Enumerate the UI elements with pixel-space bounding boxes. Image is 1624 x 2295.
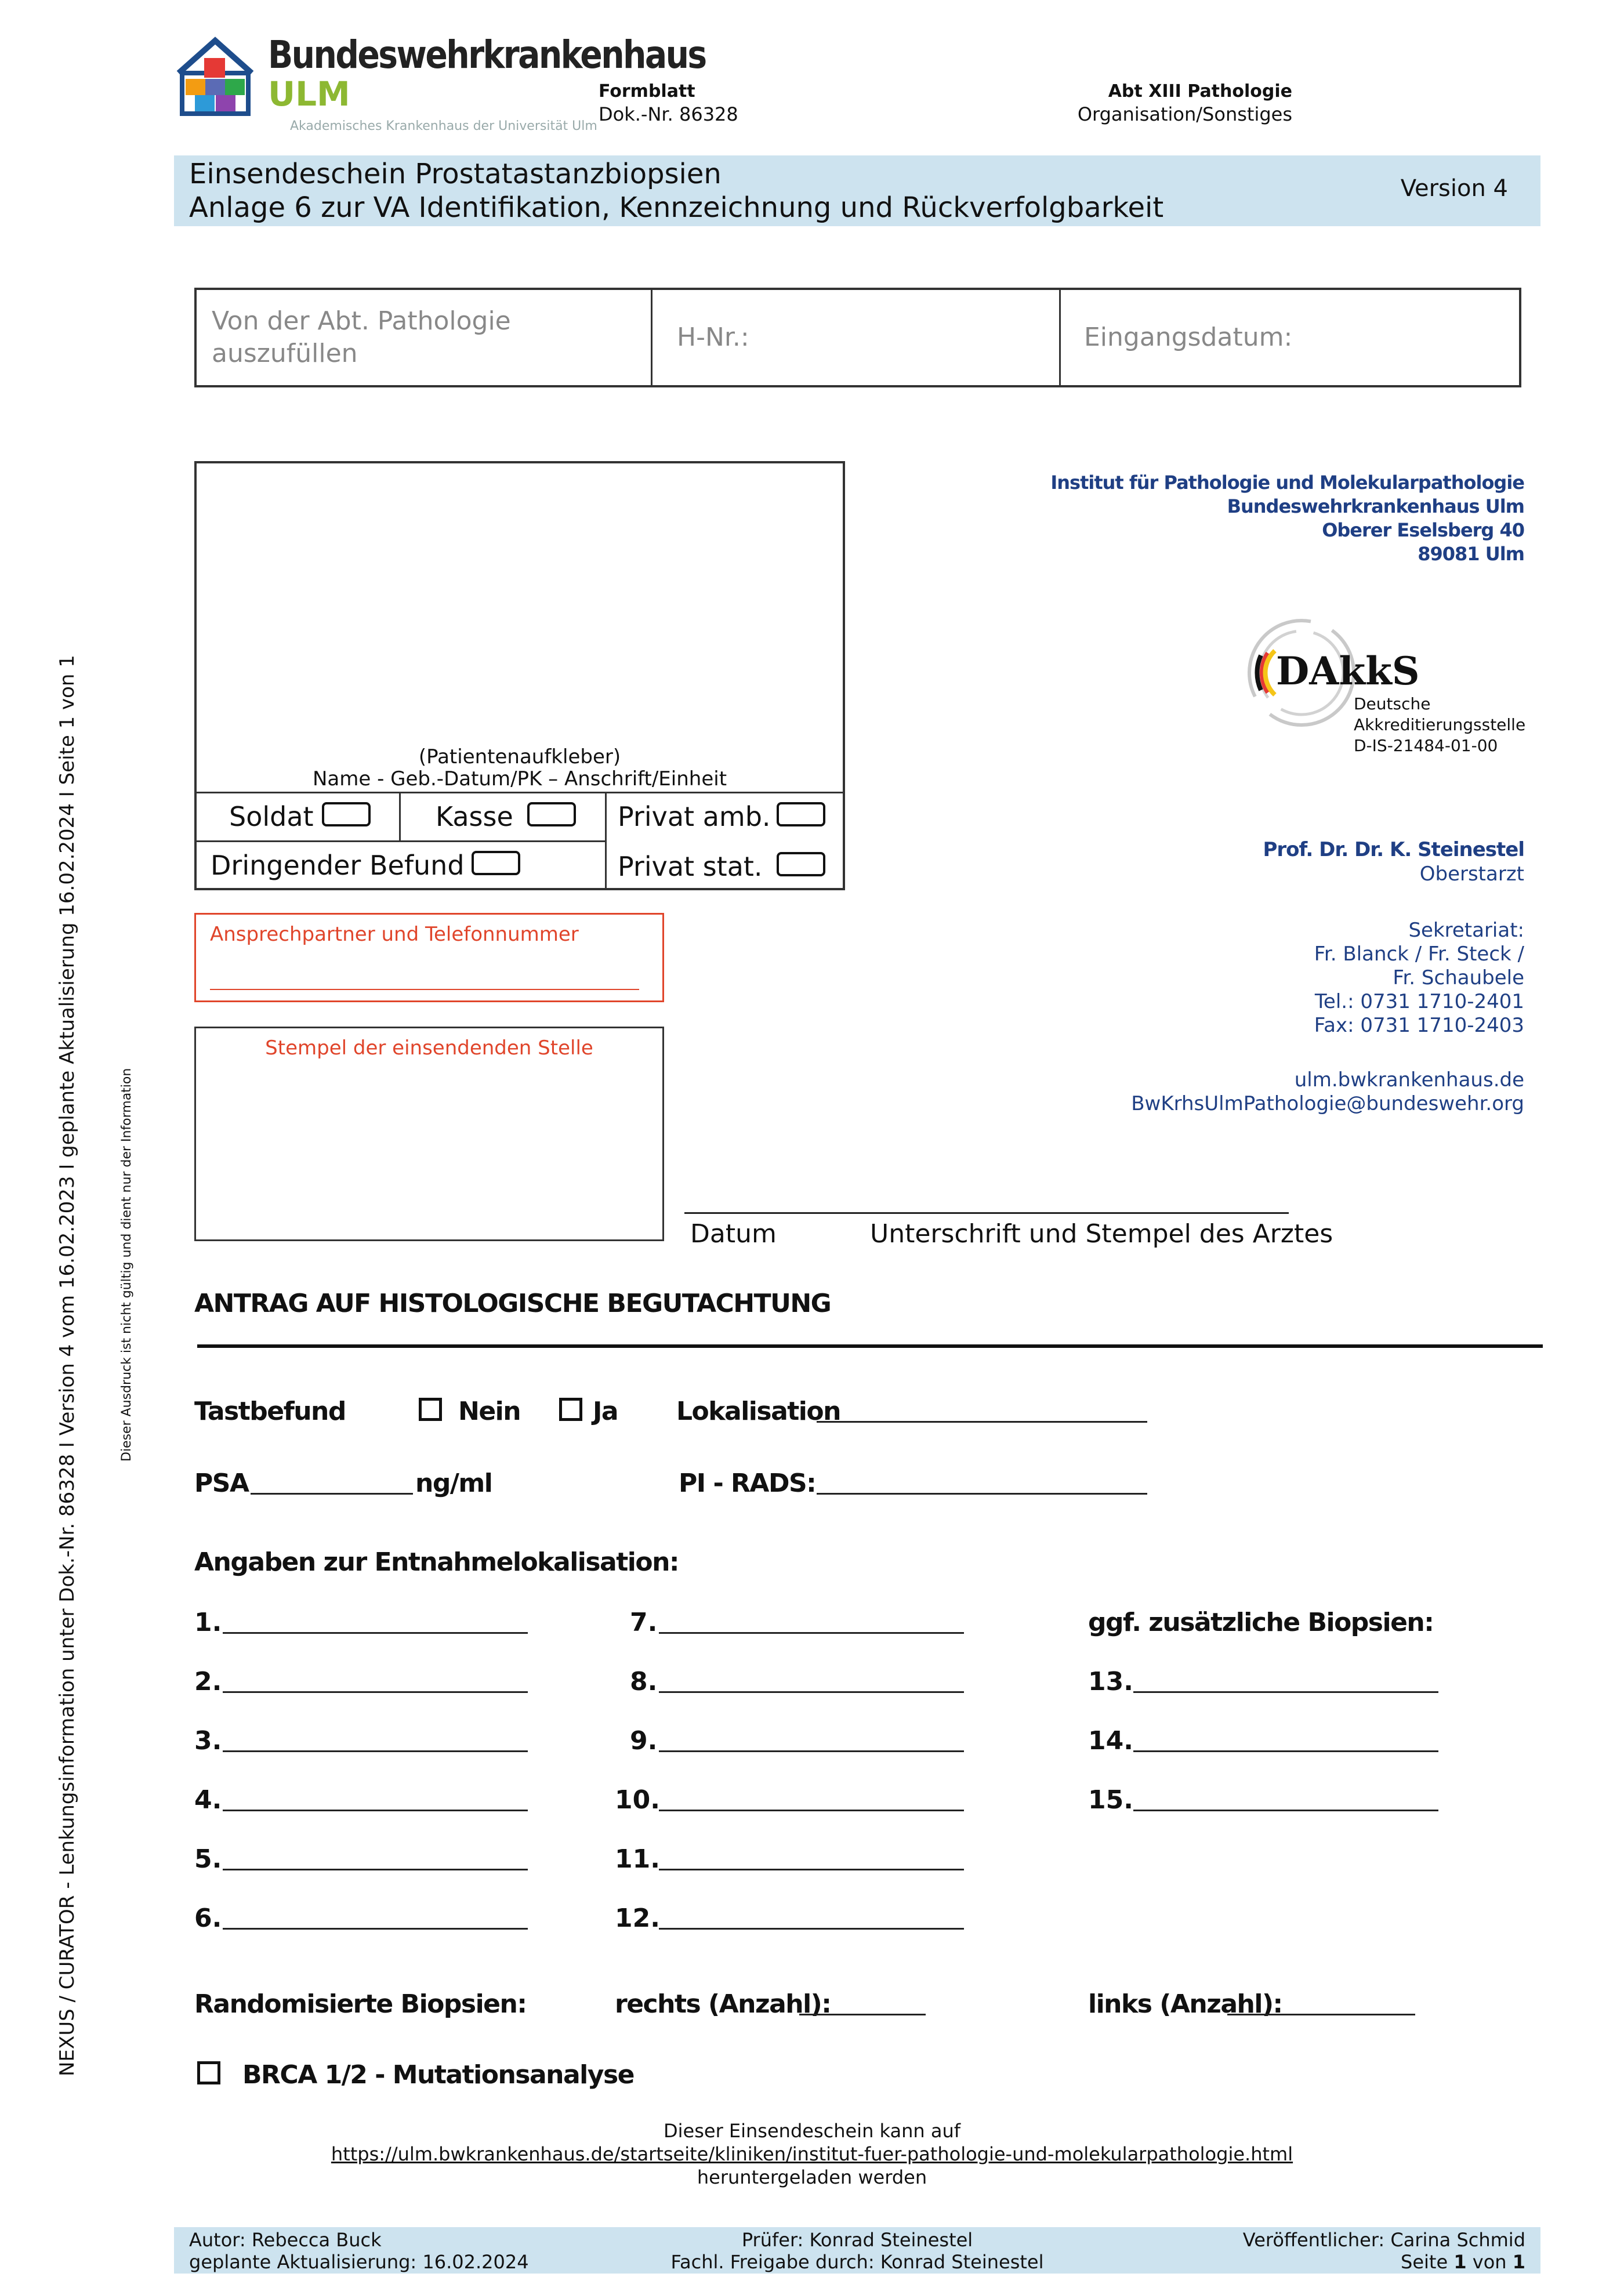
formblatt-label: Formblatt xyxy=(599,81,695,101)
side-validity-note: Dieser Ausdruck ist nicht gültig und dient nur der Information xyxy=(119,1068,134,1462)
patient-sticker-sublabel: Name - Geb.-Datum/PK – Anschrift/Einheit xyxy=(312,767,727,791)
doc-number: Dok.-Nr. 86328 xyxy=(599,103,738,125)
biopsy-10-label: 10. xyxy=(615,1785,660,1815)
antrag-divider xyxy=(197,1344,1543,1348)
professor-name: Prof. Dr. Dr. K. Steinestel xyxy=(1263,838,1524,861)
lokalisation-field[interactable] xyxy=(817,1421,1147,1423)
download-line-1: Dieser Einsendeschein kann auf xyxy=(664,2120,960,2142)
tastbefund-nein-checkbox[interactable] xyxy=(419,1398,442,1421)
footer-publisher: Veröffentlicher: Carina Schmid xyxy=(1242,2229,1525,2251)
footer-update: geplante Aktualisierung: 16.02.2024 xyxy=(189,2251,529,2273)
institute-city: 89081 Ulm xyxy=(1418,543,1524,565)
privat-stat-checkbox[interactable] xyxy=(777,852,825,876)
biopsy-13-field[interactable] xyxy=(1133,1691,1438,1693)
privat-stat-label: Privat stat. xyxy=(618,851,763,882)
biopsy-2-field[interactable] xyxy=(223,1691,528,1693)
pathology-use-label: Von der Abt. Pathologie auszufüllen xyxy=(212,306,511,368)
institute-hospital: Bundeswehrkrankenhaus Ulm xyxy=(1227,495,1524,517)
biopsy-13-label: 13. xyxy=(1088,1667,1133,1696)
biopsy-15-label: 15. xyxy=(1088,1785,1133,1815)
biopsy-5-label: 5. xyxy=(194,1844,222,1874)
biopsy-12-label: 12. xyxy=(615,1904,660,1933)
contact-line xyxy=(210,989,639,990)
entnahme-label: Angaben zur Entnahmelokalisation: xyxy=(194,1547,679,1577)
logo-subtitle: Akademisches Krankenhaus der Universität Ulm xyxy=(290,119,597,133)
tastbefund-ja-label: Ja xyxy=(593,1397,618,1426)
rechts-label: rechts (Anzahl): xyxy=(615,1989,831,2019)
footer-page-number: 1 xyxy=(1453,2251,1467,2273)
h-nr-field[interactable]: H-Nr.: xyxy=(677,322,749,352)
pi-rads-label: PI - RADS: xyxy=(679,1469,816,1498)
professor-title: Oberstarzt xyxy=(1419,862,1524,886)
links-label: links (Anzahl): xyxy=(1088,1989,1282,2019)
privat-amb-label: Privat amb. xyxy=(618,801,771,832)
website-link[interactable]: ulm.bwkrankenhaus.de xyxy=(1294,1068,1524,1092)
biopsy-1-field[interactable] xyxy=(223,1632,528,1634)
dringender-befund-checkbox[interactable] xyxy=(472,851,520,875)
biopsy-7-field[interactable] xyxy=(659,1632,964,1634)
dakks-code: D-IS-21484-01-00 xyxy=(1354,736,1498,755)
biopsy-3-label: 3. xyxy=(194,1726,222,1756)
download-url[interactable]: https://ulm.bwkrankenhaus.de/startseite/kliniken/institut-fuer-pathologie-und-molekularpathologie.html xyxy=(331,2143,1293,2165)
contact-box[interactable] xyxy=(194,913,664,1002)
footer-page-mid: von xyxy=(1466,2251,1513,2273)
patient-sticker-box[interactable] xyxy=(194,461,845,890)
biopsy-11-label: 11. xyxy=(615,1844,660,1874)
dakks-name: DAkkS xyxy=(1276,648,1420,694)
biopsy-15-field[interactable] xyxy=(1133,1810,1438,1811)
biopsy-10-field[interactable] xyxy=(659,1810,964,1811)
signature-label: Unterschrift und Stempel des Arztes xyxy=(870,1219,1333,1249)
footer-page-prefix: Seite xyxy=(1401,2251,1454,2273)
biopsy-3-field[interactable] xyxy=(223,1750,528,1752)
dringender-befund-label: Dringender Befund xyxy=(211,850,465,881)
tastbefund-nein-label: Nein xyxy=(458,1397,521,1426)
contact-label: Ansprechpartner und Telefonnummer xyxy=(210,923,579,946)
eingangsdatum-field[interactable]: Eingangsdatum: xyxy=(1084,322,1293,352)
logo-city: ULM xyxy=(268,74,350,114)
footer-freigabe: Fachl. Freigabe durch: Konrad Steinestel xyxy=(670,2251,1044,2273)
biopsy-4-field[interactable] xyxy=(223,1810,528,1811)
biopsy-2-label: 2. xyxy=(194,1667,222,1696)
footer-page xyxy=(1401,2251,1525,2273)
biopsy-14-field[interactable] xyxy=(1133,1750,1438,1752)
biopsy-9-label: 9. xyxy=(630,1726,658,1756)
secretariat-info xyxy=(1060,919,1524,1038)
institute-street: Oberer Eselsberg 40 xyxy=(1322,519,1524,541)
secretariat-label: Sekretariat: xyxy=(1408,919,1524,942)
dakks-subtitle-line1: Deutsche xyxy=(1354,694,1431,713)
zusatz-biopsien-label: ggf. zusätzliche Biopsien: xyxy=(1088,1608,1434,1637)
psa-field[interactable] xyxy=(251,1493,413,1495)
links-field[interactable] xyxy=(1227,2014,1415,2015)
kasse-label: Kasse xyxy=(436,801,513,832)
brca-checkbox[interactable] xyxy=(197,2061,220,2084)
tastbefund-ja-checkbox[interactable] xyxy=(559,1398,582,1421)
soldat-checkbox[interactable] xyxy=(322,802,371,826)
professor-info xyxy=(1060,837,1524,886)
department: Abt XIII Pathologie xyxy=(1108,81,1292,101)
biopsy-12-field[interactable] xyxy=(659,1928,964,1930)
footer-pruefer: Prüfer: Konrad Steinestel xyxy=(741,2229,973,2251)
form-subtitle: Anlage 6 zur VA Identifikation, Kennzeichnung und Rückverfolgbarkeit xyxy=(189,191,1164,224)
psa-unit: ng/ml xyxy=(415,1469,492,1498)
patient-sticker-label: (Patientenaufkleber) xyxy=(418,745,621,768)
fax: Fax: 0731 1710-2403 xyxy=(1314,1014,1524,1037)
biopsy-14-label: 14. xyxy=(1088,1726,1133,1756)
biopsy-9-field[interactable] xyxy=(659,1750,964,1752)
signature-line[interactable] xyxy=(684,1212,1289,1214)
brca-label: BRCA 1/2 - Mutationsanalyse xyxy=(242,2060,634,2090)
rechts-field[interactable] xyxy=(799,2014,926,2015)
privat-amb-checkbox[interactable] xyxy=(777,802,825,826)
biopsy-6-field[interactable] xyxy=(223,1928,528,1930)
pathology-use-box xyxy=(194,288,1521,387)
biopsy-6-label: 6. xyxy=(194,1904,222,1933)
psa-label: PSA xyxy=(194,1469,249,1498)
logo-name: Bundeswehrkrankenhaus xyxy=(268,32,706,77)
biopsy-1-label: 1. xyxy=(194,1608,222,1637)
antrag-heading: ANTRAG AUF HISTOLOGISCHE BEGUTACHTUNG xyxy=(194,1289,831,1318)
version-label: Version 4 xyxy=(1400,175,1508,202)
download-info xyxy=(0,2119,1624,2189)
dakks-subtitle xyxy=(1354,694,1525,756)
category: Organisation/Sonstiges xyxy=(1077,103,1292,125)
datum-label: Datum xyxy=(690,1219,777,1249)
footer-page-total: 1 xyxy=(1512,2251,1525,2273)
stamp-box[interactable] xyxy=(194,1027,664,1241)
dakks-subtitle-line2: Akkreditierungsstelle xyxy=(1354,715,1526,734)
biopsy-8-field[interactable] xyxy=(659,1691,964,1693)
title-band xyxy=(174,155,1540,226)
kasse-checkbox[interactable] xyxy=(527,802,576,826)
footer-band xyxy=(174,2227,1540,2274)
biopsy-4-label: 4. xyxy=(194,1785,222,1815)
download-line-3: heruntergeladen werden xyxy=(697,2166,927,2188)
randomisiert-label: Randomisierte Biopsien: xyxy=(194,1989,527,2019)
secretariat-names: Fr. Blanck / Fr. Steck / xyxy=(1314,942,1524,966)
institute-name: Institut für Pathologie und Molekularpathologie xyxy=(1050,472,1524,494)
biopsy-7-label: 7. xyxy=(630,1608,658,1637)
biopsy-5-field[interactable] xyxy=(223,1869,528,1870)
tastbefund-label: Tastbefund xyxy=(194,1397,346,1426)
biopsy-8-label: 8. xyxy=(630,1667,658,1696)
pi-rads-field[interactable] xyxy=(817,1493,1147,1495)
soldat-label: Soldat xyxy=(229,801,314,832)
hospital-logo-icon xyxy=(172,36,259,117)
side-document-info: NEXUS / CURATOR - Lenkungsinformation unter Dok.-Nr. 86328 I Version 4 vom 16.02.2023 I geplante Aktualisierung 16.02.2024 I Seite 1 von 1 xyxy=(56,655,79,2076)
web-contact xyxy=(1002,1068,1524,1116)
footer-author: Autor: Rebecca Buck xyxy=(189,2229,382,2251)
lokalisation-label: Lokalisation xyxy=(676,1397,840,1426)
secretariat-names-2: Fr. Schaubele xyxy=(1393,966,1524,989)
stamp-label: Stempel der einsendenden Stelle xyxy=(265,1036,593,1060)
form-title: Einsendeschein Prostatastanzbiopsien xyxy=(189,158,722,190)
institute-address xyxy=(944,471,1524,566)
biopsy-11-field[interactable] xyxy=(659,1869,964,1870)
telephone: Tel.: 0731 1710-2401 xyxy=(1314,990,1524,1013)
email-link[interactable]: BwKrhsUlmPathologie@bundeswehr.org xyxy=(1131,1092,1524,1115)
